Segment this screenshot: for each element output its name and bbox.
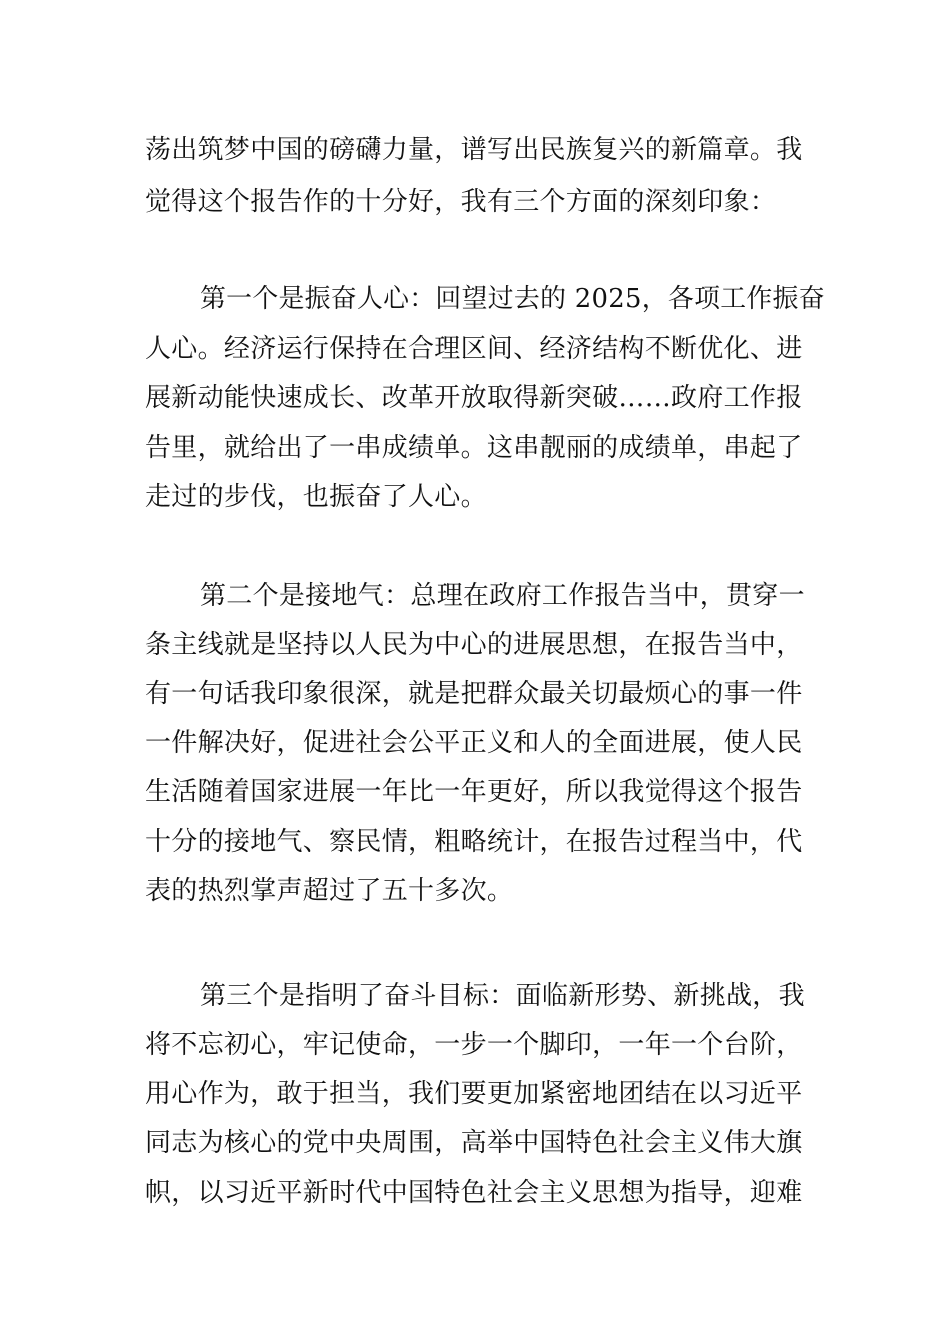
text-line: 走过的步伐，也振奋了人心。 bbox=[145, 482, 487, 512]
text-line: 将不忘初心，牢记使命，一步一个脚印，一年一个台阶， bbox=[145, 1030, 803, 1060]
text-line: 觉得这个报告作的十分好，我有三个方面的深刻印象： bbox=[145, 187, 777, 217]
text-line: 条主线就是坚持以人民为中心的进展思想，在报告当中， bbox=[145, 630, 803, 660]
text-line: 告里，就给出了一串成绩单。这串靓丽的成绩单，串起了 bbox=[145, 433, 803, 463]
text-line: 人心。经济运行保持在合理区间、经济结构不断优化、进 bbox=[145, 334, 803, 364]
text-line: 十分的接地气、察民情，粗略统计，在报告过程当中，代 bbox=[145, 827, 803, 857]
text-line: 帜，以习近平新时代中国特色社会主义思想为指导，迎难 bbox=[145, 1178, 803, 1208]
text-line: 用心作为，敢于担当，我们要更加紧密地团结在以习近平 bbox=[145, 1079, 803, 1109]
text-line: 表的热烈掌声超过了五十多次。 bbox=[145, 876, 514, 906]
text-line: 第一个是振奋人心：回望过去的 2025，各项工作振奋 bbox=[200, 284, 825, 314]
text-line: 有一句话我印象很深，就是把群众最关切最烦心的事一件 bbox=[145, 679, 803, 709]
text-line: 生活随着国家进展一年比一年更好，所以我觉得这个报告 bbox=[145, 777, 803, 807]
text-line: 展新动能快速成长、改革开放取得新突破……政府工作报 bbox=[145, 383, 803, 413]
text-line: 一件解决好，促进社会公平正义和人的全面进展，使人民 bbox=[145, 728, 803, 758]
text-line: 同志为核心的党中央周围，高举中国特色社会主义伟大旗 bbox=[145, 1128, 803, 1158]
text-line: 第二个是接地气：总理在政府工作报告当中，贯穿一 bbox=[200, 581, 805, 611]
text-line: 第三个是指明了奋斗目标：面临新形势、新挑战，我 bbox=[200, 981, 805, 1011]
text-line: 荡出筑梦中国的磅礴力量，谱写出民族复兴的新篇章。我 bbox=[145, 135, 803, 165]
